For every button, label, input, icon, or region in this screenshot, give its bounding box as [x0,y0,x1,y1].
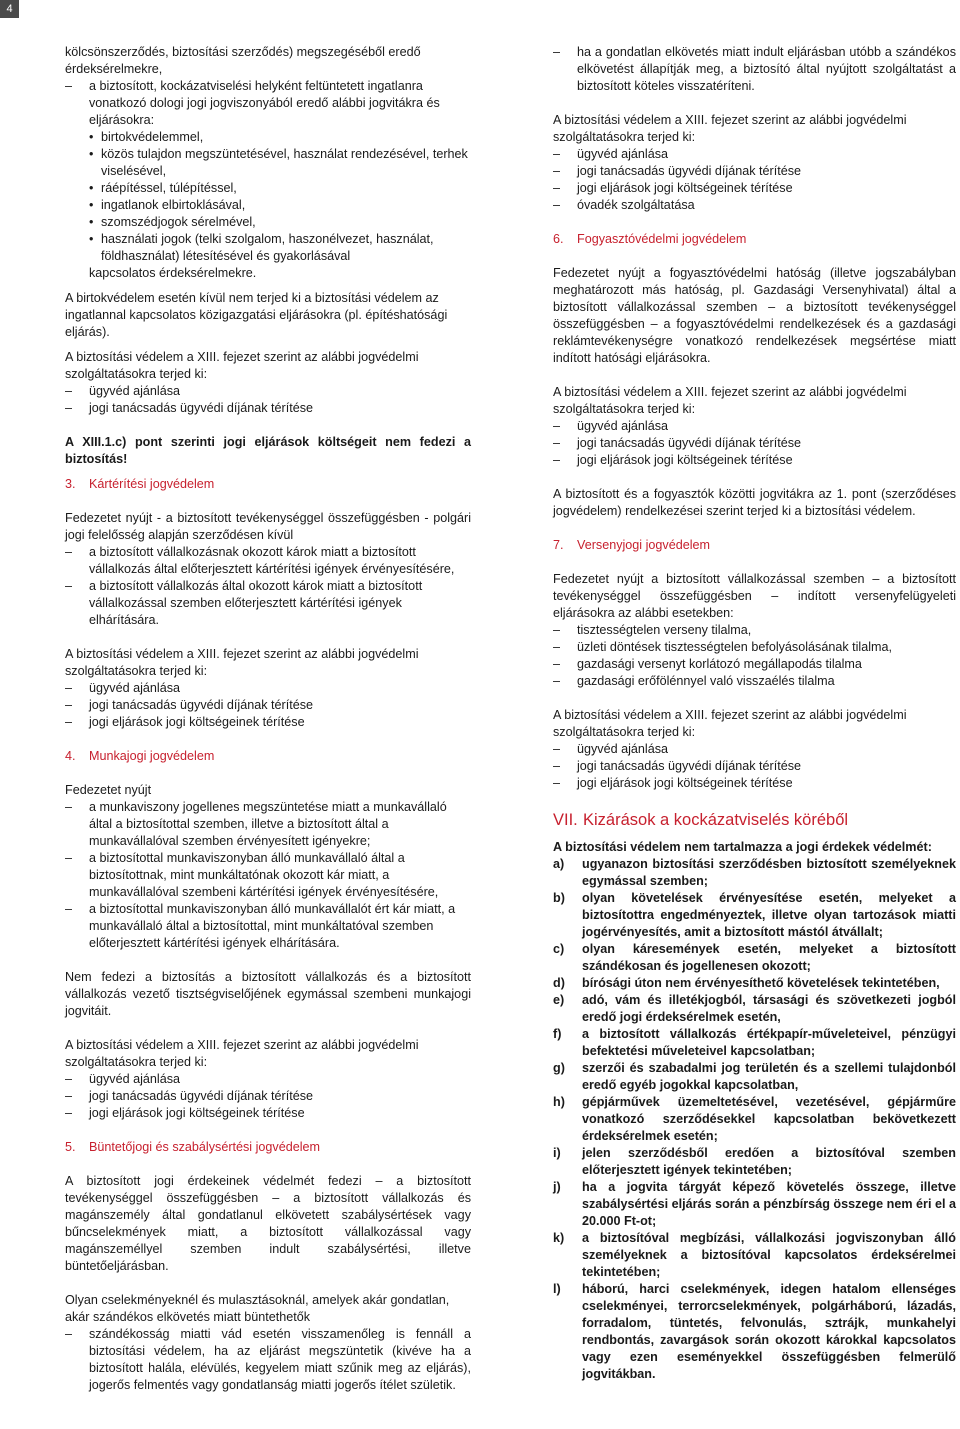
section-number: 6. [553,232,564,246]
exclusion-text: olyan káresemények esetén, melyeket a biztosított szándékosan és jogellenesen okozott; [582,942,956,973]
page-number-tab: 4 [0,0,19,18]
paragraph: Fedezetet nyújt - a biztosított tevékenységgel összefüggésben - polgári jogi felelősség alapján szerződésen kívül [65,511,471,542]
chapter-heading-vii [553,809,956,831]
exclusion-item [553,1060,956,1094]
dash-item: – jogi eljárások jogi költségeinek térítése [553,452,956,469]
exclusion-text: bírósági úton nem érvényesíthető követelések tekintetében, [582,976,940,990]
paragraph: A biztosítási védelem a XIII. fejezet szerint az alábbi jogvédelmi szolgáltatásokra terjed ki: [65,350,419,381]
dash-item: – ügyvéd ajánlása [553,146,956,163]
exclusion-item [553,941,956,975]
exclusion-letter: g) [553,1061,565,1075]
section-title: Büntetőjogi és szabálysértési jogvédelem [89,1140,321,1154]
paragraph: kölcsönszerződés, biztosítási szerződés) megszegéséből eredő érdeksérelmekre, [65,45,421,76]
exclusion-letter: h) [553,1095,565,1109]
dash-item: – jogi tanácsadás ügyvédi díjának térítése [553,163,956,180]
right-column [553,44,956,1383]
exclusion-text: ugyanazon biztosítási szerződésben biztosított személyeknek egymással szemben; [582,857,956,888]
section-heading-6 [553,231,956,248]
exclusion-text: jelen szerződésből eredően a biztosítóval szemben előterjesztett igények tekintetében; [582,1146,956,1177]
dash-item: – a biztosított, kockázatviselési helyként feltüntetett ingatlanra vonatkozó dologi jogi jogviszonyából eredő alábbi jogvitákra és eljárásokra: [65,78,471,129]
dash-item: – jogi tanácsadás ügyvédi díjának térítése [553,435,956,452]
dash-item: – jogi eljárások jogi költségeinek térítése [553,775,956,792]
exclusion-item [553,992,956,1026]
bullet-item: • közös tulajdon megszüntetésével, használat rendezésével, terhek viselésével, [65,146,471,180]
dash-item: – jogi tanácsadás ügyvédi díjának térítése [65,1088,471,1105]
exclusion-letter: l) [553,1282,561,1296]
dash-item: – tisztességtelen verseny tilalma, [553,622,956,639]
dash-item: – gazdasági versenyt korlátozó megállapodás tilalma [553,656,956,673]
dash-item: – a biztosítottal munkaviszonyban álló munkavállalót ért kár miatt, a munkavállaló által a biztosítottal, mint munkáltatóval szemben előterjesztett kártérítési igények elhárítására. [65,901,471,952]
dash-item: – a biztosított vállalkozás által okozott károk miatt a biztosított vállalkozással szemben előterjesztett kártérítési igények elhárítására. [65,578,471,629]
section-title: Fogyasztóvédelmi jogvédelem [577,232,747,246]
section-heading-7 [553,537,956,554]
section-number: 5. [65,1140,76,1154]
exclusion-item [553,975,956,992]
section-heading-3 [65,476,471,493]
dash-item: – ügyvéd ajánlása [553,418,956,435]
exclusion-text: szerzői és szabadalmi jog területén és a szellemi tulajdonból eredő egyéb jogokkal kapcsolatban, [582,1061,956,1092]
dash-item: – jogi eljárások jogi költségeinek térítése [65,1105,471,1122]
exclusion-text: a biztosítóval megbízási, vállalkozási jogviszonyban álló személyeknek a biztosítóval kapcsolatos érdeksérelmei tekintetében; [582,1231,956,1279]
dash-item: – gazdasági erőfölénnyel való visszaélés tilalma [553,673,956,690]
exclusion-text: háború, harci cselekmények, idegen hatalom ellenséges cselekményei, terrorcselekmények, polgárháború, lázadás, forradalom, tüntetés, felvonulás, sztrájk, munkahelyi rendbontás, zavargások során okozott károkkal kapcsolatos vagy ezen eseményekkel összefüggésben felmerülő jogvitákban. [582,1282,956,1381]
exclusion-letter: a) [553,857,565,871]
section-number: 7. [553,538,564,552]
exclusion-item [553,1230,956,1281]
paragraph: A biztosítási védelem a XIII. fejezet szerint az alábbi jogvédelmi szolgáltatásokra terjed ki: [65,647,419,678]
bullets-closing: kapcsolatos érdeksérelmekre. [89,266,257,280]
exclusion-item [553,856,956,890]
paragraph: Nem fedezi a biztosítás a biztosított vállalkozás és a biztosított vállalkozás vezető tisztségviselőjének egymással szembeni munkajogi jogvitáit. [65,970,471,1018]
paragraph: Olyan cselekményeknél és mulasztásoknál, amelyek akár gondatlan, akár szándékos elkövetés miatt büntethetők [65,1293,450,1324]
exclusion-item [553,1026,956,1060]
dash-item: – ügyvéd ajánlása [65,1071,471,1088]
paragraph: A biztosítási védelem a XIII. fejezet szerint az alábbi jogvédelmi szolgáltatásokra terjed ki: [553,113,907,144]
dash-item: – ügyvéd ajánlása [65,383,471,400]
dash-item: – ügyvéd ajánlása [553,741,956,758]
section-number: 3. [65,477,76,491]
dash-item: – ha a gondatlan elkövetés miatt indult eljárásban utóbb a szándékos elkövetést állapítják meg, a biztosító által nyújtott szolgáltatást a biztosított köteles visszatéríteni. [553,44,956,95]
bullet-item: • ráépítéssel, túlépítéssel, [65,180,471,197]
dash-item: – a biztosított vállalkozásnak okozott károk miatt a biztosított vállalkozás által előterjesztett kártérítési igények érvényesítésére, [65,544,471,578]
exclusion-item [553,1179,956,1230]
paragraph: Fedezetet nyújt a fogyasztóvédelmi hatóság (illetve jogszabályban meghatározott más hatóság, pl. Gazdasági Versenyhivatal) által a biztosított vállalkozással szemben – a biztosított tevékenységgel összefüggésben – a fogyasztóvédelmi rendelkezések és a gazdasági reklámtevékenységre vonatkozó rendelkezések megsértése miatt indított hatósági eljárásokra. [553,266,956,365]
exclusion-letter: e) [553,993,565,1007]
bullet-item: • használati jogok (telki szolgalom, haszonélvezet, használat, földhasználat) létesítésével és gyakorlásával [65,231,471,265]
left-column [65,44,471,1394]
exclusion-letter: j) [553,1180,561,1194]
exclusion-letter: b) [553,891,565,905]
exclusion-letter: c) [553,942,565,956]
section-title: Kártérítési jogvédelem [89,477,215,491]
bullet-item: • ingatlanok elbirtoklásával, [65,197,471,214]
paragraph: A biztosított és a fogyasztók közötti jogvitákra az 1. pont (szerződéses jogvédelem) rendelkezései szerint terjed ki a biztosítási védelem. [553,487,956,518]
paragraph: A biztosítási védelem a XIII. fejezet szerint az alábbi jogvédelmi szolgáltatásokra terjed ki: [553,708,907,739]
exclusion-letter: k) [553,1231,565,1245]
dash-item: – óvadék szolgáltatása [553,197,956,214]
exclusion-letter: d) [553,976,565,990]
exclusion-item [553,1281,956,1383]
bullet-item: • szomszédjogok sérelmével, [65,214,471,231]
dash-item: – ügyvéd ajánlása [65,680,471,697]
dash-item: – szándékosság miatti vád esetén visszamenőleg is fennáll a biztosítási védelem, ha az eljárást megszüntetik (kivéve ha a biztosított halála, elévülés, kegyelem miatt szűnik meg az eljárás), jogerős felmentés vagy gondatlanság miatti jogerős ítélet születik. [65,1326,471,1394]
dash-item: – jogi tanácsadás ügyvédi díjának térítése [65,400,471,417]
exclusion-text: olyan követelések érvényesítése esetén, melyeket a biztosítottra engedményeztek, illetve olyan tartozások miatti jogérvényesítés, amit a biztosított mástól átvállalt; [582,891,956,939]
dash-item: – a munkaviszony jogellenes megszüntetése miatt a munkavállaló által a biztosítottal szemben, illetve a biztosított által a munkavállalóval szemben érvényesített igényekre; [65,799,471,850]
chapter-number: VII. [553,811,578,829]
bold-note: A XIII.1.c) pont szerinti jogi eljárások költségeit nem fedezi a biztosítás! [65,435,471,466]
dash-item: – üzleti döntések tisztességtelen befolyásolásának tilalma, [553,639,956,656]
dash-item: – a biztosítottal munkaviszonyban álló munkavállaló által a biztosítottnak, mint munkáltatónak okozott kár miatt, a munkavállalóval szembeni kártérítési igények érvényesítésére, [65,850,471,901]
section-number: 4. [65,749,76,763]
exclusion-item [553,1094,956,1145]
section-title: Munkajogi jogvédelem [89,749,215,763]
section-title: Versenyjogi jogvédelem [577,538,711,552]
section-heading-4 [65,748,471,765]
exclusion-item [553,1145,956,1179]
paragraph: A biztosított jogi érdekeinek védelmét fedezi – a biztosított tevékenységgel összefüggésben – a biztosított vállalkozás és magánszemély által gondatlanul elkövetett szabálysértések vagy bűncselekmények miatt, a biztosított vállalkozással vagy magánszeméllyel szemben indult szabálysértési, illetve büntetőeljárásban. [65,1174,471,1273]
paragraph: A birtokvédelem esetén kívül nem terjed ki a biztosítási védelem az ingatlannal kapcsolatos közigazgatási eljárásokra (pl. építéshatósági eljárás). [65,291,448,339]
paragraph: Fedezetet nyújt [65,783,152,797]
bullet-item: • birtokvédelemmel, [65,129,471,146]
exclusion-letter: f) [553,1027,562,1041]
exclusion-text: a biztosított vállalkozás értékpapír-műveleteivel, pénzügyi befektetési műveleteivel kapcsolatban; [582,1027,956,1058]
paragraph: Fedezetet nyújt a biztosított vállalkozással szemben – a biztosított tevékenységgel összefüggésben – indított versenyfelügyeleti eljárásokra az alábbi esetekben: [553,572,956,620]
exclusion-text: adó, vám és illetékjogból, társasági és szövetkezeti jogból eredő jogi érdeksérelmek esetén, [582,993,956,1024]
section-heading-5 [65,1139,471,1156]
dash-item: – jogi tanácsadás ügyvédi díjának térítése [553,758,956,775]
paragraph: A biztosítási védelem a XIII. fejezet szerint az alábbi jogvédelmi szolgáltatásokra terjed ki: [65,1038,419,1069]
dash-item: – jogi eljárások jogi költségeinek térítése [65,714,471,731]
exclusion-text: gépjárművek üzemeltetésével, vezetésével, gépjárműre vonatkozó szerződésekkel kapcsolatban bekövetkezett érdeksérelmek esetén; [582,1095,956,1143]
exclusion-item [553,890,956,941]
exclusion-letter: i) [553,1146,561,1160]
chapter-title: Kizárások a kockázatviselés köréből [583,811,849,829]
dash-item: – jogi tanácsadás ügyvédi díjának térítése [65,697,471,714]
paragraph: A biztosítási védelem a XIII. fejezet szerint az alábbi jogvédelmi szolgáltatásokra terjed ki: [553,385,907,416]
dash-item: – jogi eljárások jogi költségeinek térítése [553,180,956,197]
exclusion-text: ha a jogvita tárgyát képező követelés összege, illetve szabálysértési eljárás során a pénzbírság összege nem éri el a 20.000 Ft-ot; [582,1180,956,1228]
exclusions-intro: A biztosítási védelem nem tartalmazza a jogi érdekek védelmét: [553,840,932,854]
